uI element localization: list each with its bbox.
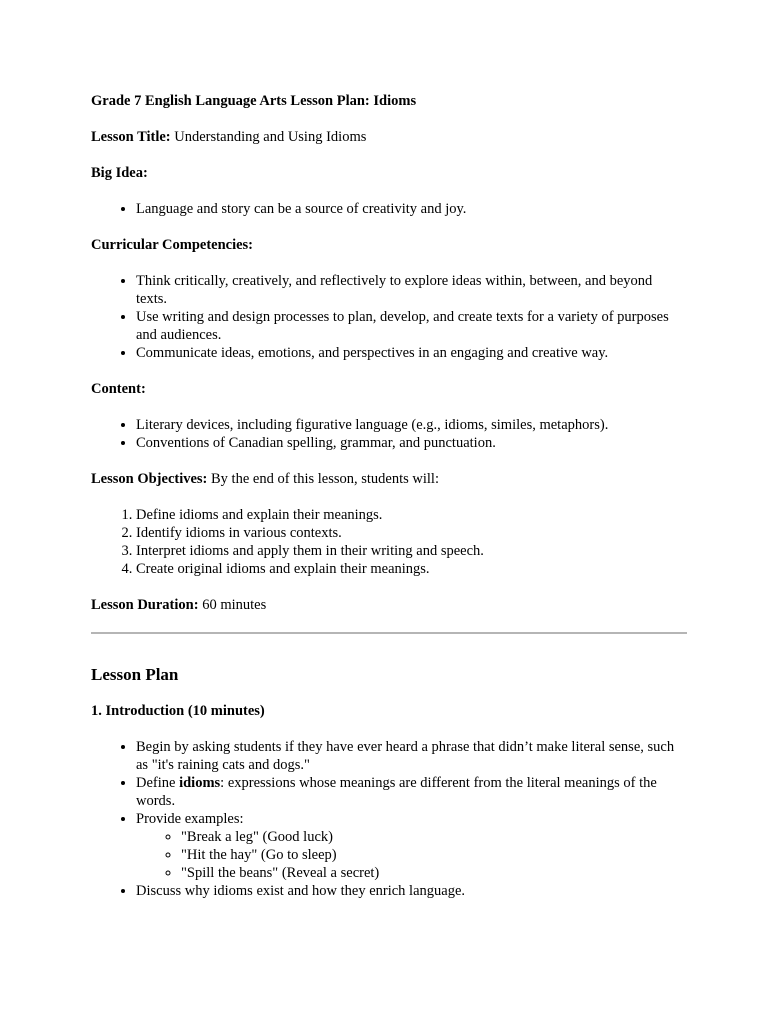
list-item: • Language and story can be a source of creativity and joy.: [136, 200, 683, 218]
big-idea-label-text: Big Idea:: [91, 165, 148, 181]
list-item: 4. Create original idioms and explain their meanings.: [136, 560, 683, 578]
list-item: • Discuss why idioms exist and how they enrich language.: [136, 882, 683, 900]
list-item: • Literary devices, including figurative language (e.g., idioms, similes, metaphors).: [136, 416, 683, 434]
lesson-plan-heading: Lesson Plan: [91, 665, 179, 684]
objectives-line: [91, 470, 683, 488]
example-item: ◦ "Spill the beans" (Reveal a secret): [181, 864, 683, 882]
content-label-text: Content:: [91, 381, 146, 397]
list-item: • Conventions of Canadian spelling, grammar, and punctuation.: [136, 434, 683, 452]
duration-label: Lesson Duration:: [91, 597, 199, 613]
define-suffix: : expressions whose meanings are different from the literal meanings of the words.: [136, 775, 657, 809]
idioms-term: idioms: [179, 775, 221, 791]
big-idea-list: [91, 200, 683, 218]
curricular-competencies-label-text: Curricular Competencies:: [91, 237, 254, 253]
horizontal-divider: [91, 632, 687, 634]
example-item: ◦ "Break a leg" (Good luck): [181, 828, 683, 846]
list-item: • Think critically, creatively, and reflectively to explore ideas within, between, and beyond texts.: [136, 272, 683, 308]
lesson-title-line: [91, 128, 683, 146]
list-item: 1. Define idioms and explain their meanings.: [136, 506, 683, 524]
list-item: • Use writing and design processes to plan, develop, and create texts for a variety of purposes and audiences.: [136, 308, 683, 344]
list-item: • Communicate ideas, emotions, and perspectives in an engaging and creative way.: [136, 344, 683, 362]
big-idea-label: [91, 164, 683, 182]
content-list: [91, 416, 683, 452]
duration-value: 60 minutes: [198, 597, 267, 613]
list-item: [136, 774, 683, 810]
list-item: • Begin by asking students if they have ever heard a phrase that didn’t make literal sense, such as "it's raining cats and dogs.": [136, 738, 683, 774]
example-item: ◦ "Hit the hay" (Go to sleep): [181, 846, 683, 864]
examples-intro: Provide examples:: [136, 811, 244, 827]
lesson-title-label: Lesson Title:: [91, 129, 171, 145]
list-item: 2. Identify idioms in various contexts.: [136, 524, 683, 542]
objectives-list: [91, 506, 683, 578]
introduction-list: [91, 738, 683, 900]
examples-sublist: [136, 828, 683, 882]
list-item: [136, 810, 683, 882]
content-label: [91, 380, 683, 398]
duration-line: [91, 596, 683, 614]
document-title: Grade 7 English Language Arts Lesson Plan: Idioms: [91, 93, 417, 109]
curricular-competencies-list: [91, 272, 683, 362]
define-prefix: Define: [136, 775, 180, 791]
document-body: [91, 92, 683, 918]
curricular-competencies-label: [91, 236, 683, 254]
introduction-heading: 1. Introduction (10 minutes): [91, 703, 265, 719]
objectives-intro: By the end of this lesson, students will:: [207, 471, 439, 487]
objectives-label: Lesson Objectives:: [91, 471, 208, 487]
list-item: 3. Interpret idioms and apply them in their writing and speech.: [136, 542, 683, 560]
lesson-title-value: Understanding and Using Idioms: [170, 129, 367, 145]
